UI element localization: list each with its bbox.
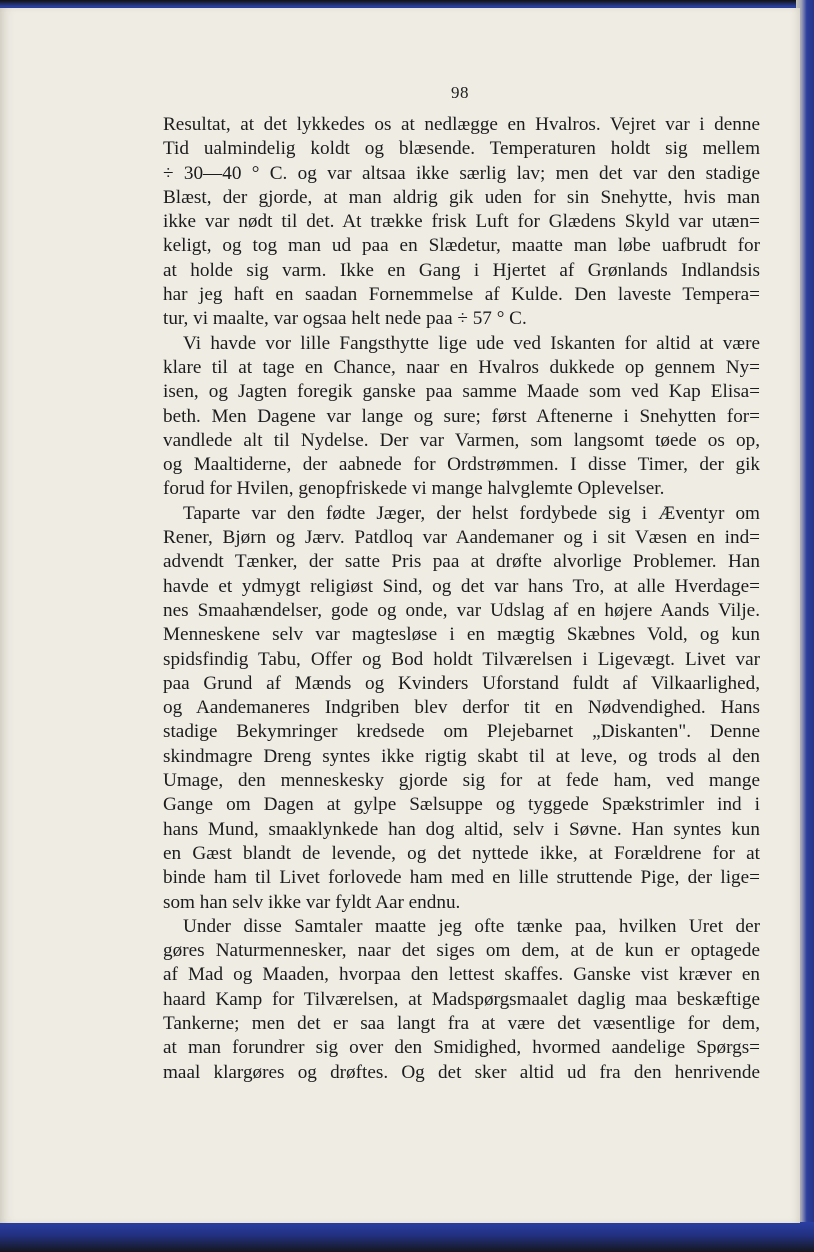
text-line: Gange om Dagen at gylpe Sælsuppe og tyggede Spækstrimler ind i bbox=[163, 794, 760, 816]
text-line: stadige Bekymringer kredsede om Plejebarnet „Diskanten". Denne bbox=[163, 721, 760, 743]
text-line: isen, og Jagten foregik ganske paa samme Maade som ved Kap Elisa= bbox=[163, 381, 760, 403]
text-line: og Maaltiderne, der aabnede for Ordstrømmen. I disse Timer, der gik bbox=[163, 454, 760, 476]
text-line: klare til at tage en Chance, naar en Hvalros dukkede op gennem Ny= bbox=[163, 356, 760, 378]
text-line: Umage, den menneskesky gjorde sig for at fede ham, ved mange bbox=[163, 770, 760, 792]
text-line: Under disse Samtaler maatte jeg ofte tænke paa, hvilken Uret der bbox=[183, 915, 760, 937]
text-line: Vi havde vor lille Fangsthytte lige ude ved Iskanten for altid at være bbox=[183, 332, 760, 354]
body-text bbox=[163, 113, 760, 1085]
text-line: beth. Men Dagene var lange og sure; først Aftenerne i Snehytten for= bbox=[163, 405, 760, 427]
text-line: nes Smaahændelser, gode og onde, var Udslag af en højere Aands Vilje. bbox=[163, 599, 760, 621]
text-line: paa Grund af Mænds og Kvinders Uforstand fuldt af Vilkaarlighed, bbox=[163, 672, 760, 694]
text-line: havde et ydmygt religiøst Sind, og det var hans Tro, at alle Hverdage= bbox=[163, 575, 760, 597]
text-line: haard Kamp for Tilværelsen, at Madspørgsmaalet daglig maa beskæftige bbox=[163, 988, 760, 1010]
text-line: tur, vi maalte, var ogsaa helt nede paa ÷ 57 ° C. bbox=[163, 308, 527, 330]
text-line: at holde sig varm. Ikke en Gang i Hjertet af Grønlands Indlandsis bbox=[163, 259, 760, 281]
text-line: og Aandemaneres Indgriben blev derfor tit en Nødvendighed. Hans bbox=[163, 697, 760, 719]
text-line: Tankerne; men det er saa langt fra at være det væsentlige for dem, bbox=[163, 1012, 760, 1034]
text-line: at man forundrer sig over den Smidighed, hvormed aandelige Spørgs= bbox=[163, 1037, 760, 1059]
text-line: forud for Hvilen, genopfriskede vi mange halvglemte Oplevelser. bbox=[163, 478, 665, 500]
text-line: maal klargøres og drøftes. Og det sker altid ud fra den henrivende bbox=[163, 1061, 760, 1083]
text-line: vandlede alt til Nydelse. Der var Varmen, som langsomt tøede os op, bbox=[163, 429, 760, 451]
text-line: Blæst, der gjorde, at man aldrig gik uden for sin Snehytte, hvis man bbox=[163, 186, 760, 208]
text-line: har jeg haft en saadan Fornemmelse af Kulde. Den laveste Tempera= bbox=[163, 284, 760, 306]
text-line: Menneskene selv var magtesløse i en mægtig Skæbnes Vold, og kun bbox=[163, 624, 760, 646]
text-line: gøres Naturmennesker, naar det siges om dem, at de kun er optagede bbox=[163, 940, 760, 962]
text-line: Resultat, at det lykkedes os at nedlægge en Hvalros. Vejret var i denne bbox=[163, 114, 760, 135]
text-line: advendt Tænker, der satte Pris paa at drøfte alvorlige Problemer. Han bbox=[163, 551, 760, 573]
text-line: Taparte var den fødte Jæger, der helst fordybede sig i Æventyr om bbox=[183, 502, 760, 524]
text-line: Rener, Bjørn og Jærv. Patdloq var Aandemaner og i sit Væsen en ind= bbox=[163, 527, 760, 549]
text-line: binde ham til Livet forlovede ham med en lille struttende Pige, der lige= bbox=[163, 867, 760, 889]
text-line: hans Mund, smaaklynkede han dog altid, selv i Søvne. Han syntes kun bbox=[163, 818, 760, 840]
text-line: spidsfindig Tabu, Offer og Bod holdt Tilværelsen i Ligevægt. Livet var bbox=[163, 648, 760, 670]
text-line: skindmagre Dreng syntes ikke rigtig skabt til at leve, og trods al den bbox=[163, 745, 760, 767]
page-number: 98 bbox=[451, 83, 469, 102]
book-cover-bottom-edge bbox=[0, 1222, 814, 1252]
text-line: ikke var nødt til det. At trække frisk Luft for Glædens Skyld var utæn= bbox=[163, 211, 760, 233]
text-line: af Mad og Maaden, hvorpaa den lettest skaffes. Ganske vist kræver en bbox=[163, 964, 760, 986]
text-line: keligt, og tog man ud paa en Slædetur, maatte man løbe uafbrudt for bbox=[163, 235, 760, 257]
text-line: som han selv ikke var fyldt Aar endnu. bbox=[163, 891, 461, 913]
text-line: Tid ualmindelig koldt og blæsende. Temperaturen holdt sig mellem bbox=[163, 138, 760, 160]
text-line: ÷ 30—40 ° C. og var altsaa ikke særlig lav; men det var den stadige bbox=[163, 162, 760, 184]
text-line: en Gæst blandt de levende, og det nyttede ikke, at Forældrene for at bbox=[163, 842, 760, 864]
